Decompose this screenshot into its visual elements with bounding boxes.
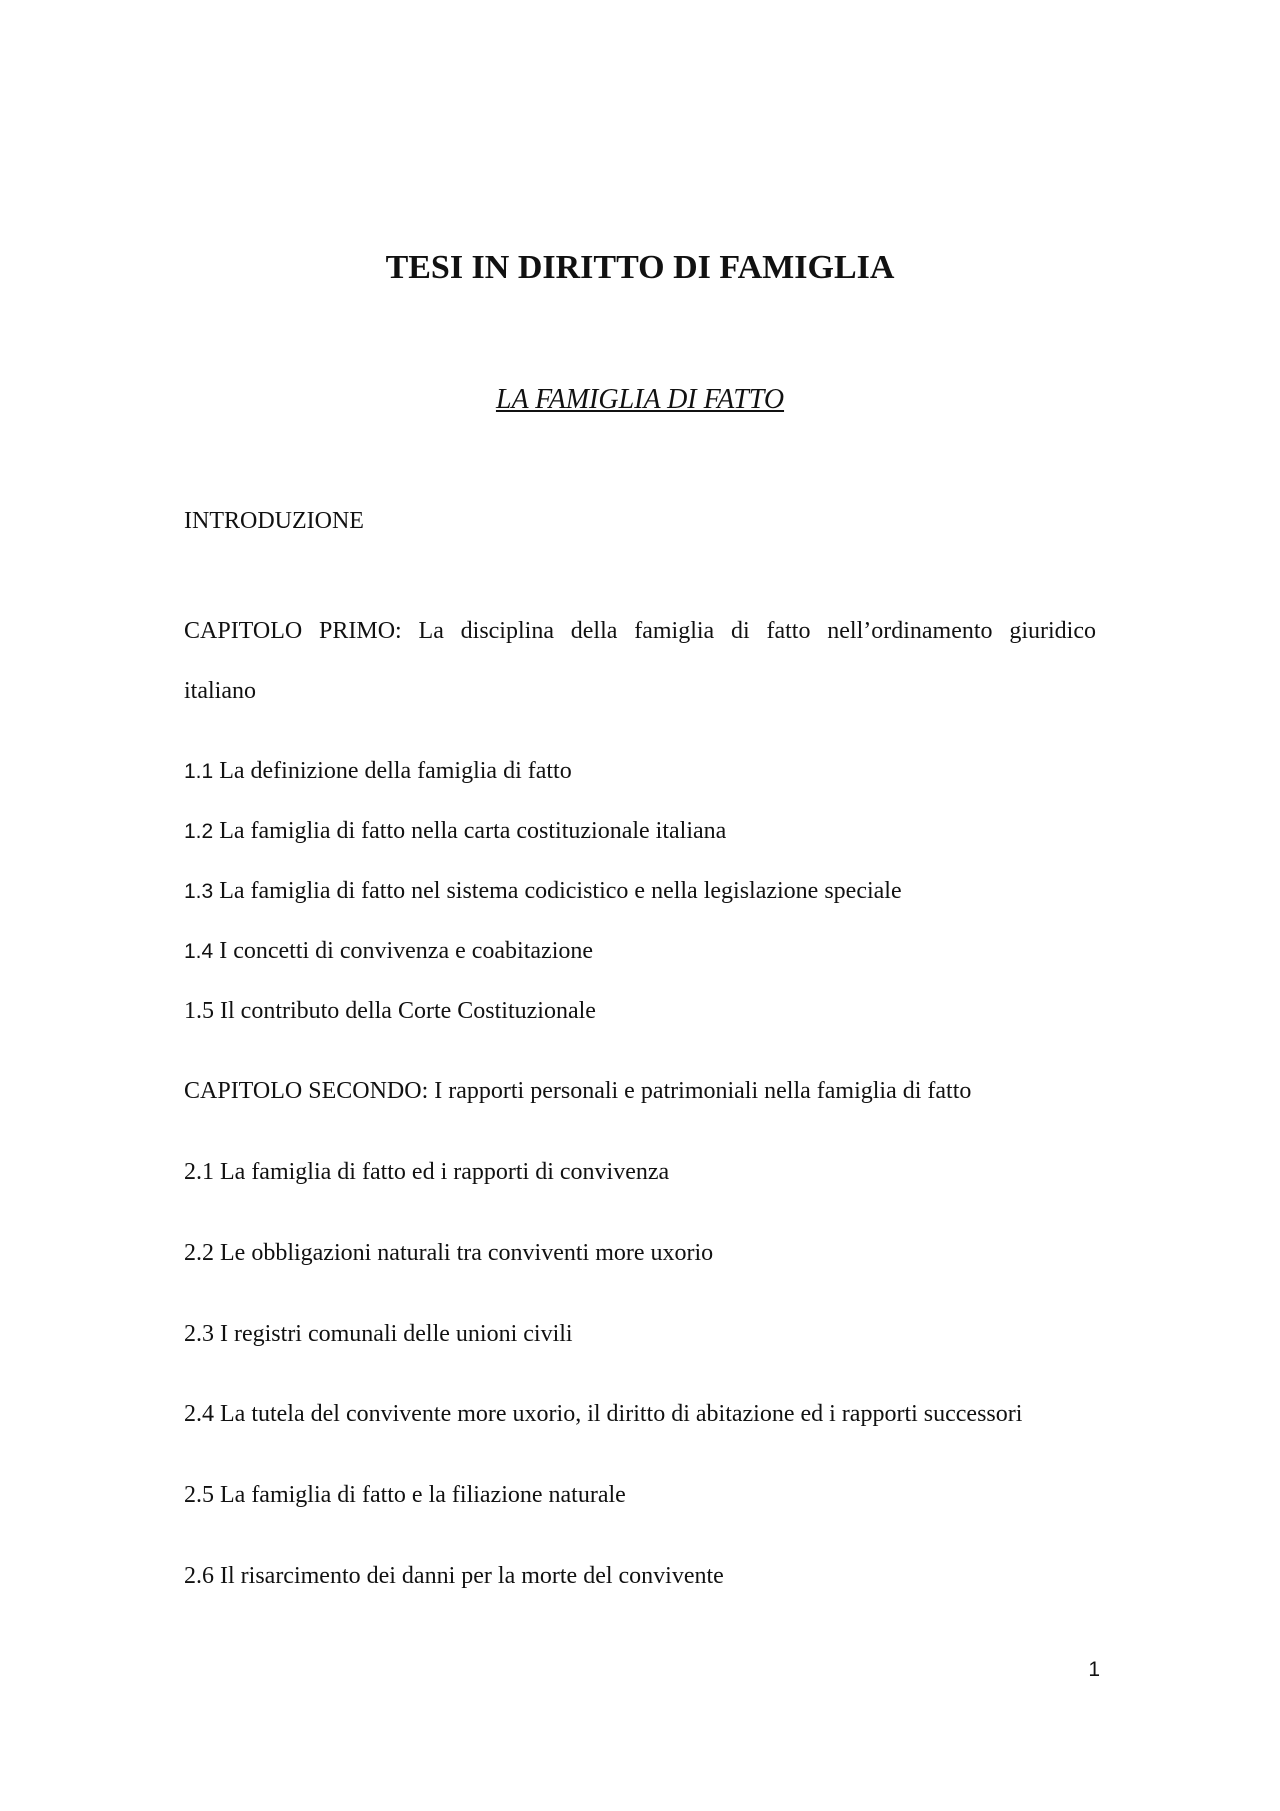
toc-entry-text: I registri comunali delle unioni civili bbox=[220, 1321, 573, 1347]
toc-entry bbox=[184, 1319, 573, 1349]
toc-entry-number: 1.1 bbox=[184, 760, 214, 783]
toc-entry bbox=[184, 1238, 713, 1268]
toc-entry bbox=[184, 1157, 669, 1187]
toc-entry-number: 1.5 bbox=[184, 998, 214, 1024]
toc-entry-number: 2.4 bbox=[184, 1401, 214, 1427]
toc-entry-text: I concetti di convivenza e coabitazione bbox=[219, 938, 594, 964]
toc-entry-number: 2.2 bbox=[184, 1240, 214, 1266]
toc-entry-text: La famiglia di fatto e la filiazione naturale bbox=[220, 1482, 626, 1508]
toc-entry-text: Il risarcimento dei danni per la morte del convivente bbox=[220, 1563, 724, 1589]
toc-entry-number: 1.4 bbox=[184, 940, 214, 963]
toc-entry bbox=[184, 876, 902, 907]
toc-entry-text: La famiglia di fatto nel sistema codicistico e nella legislazione speciale bbox=[219, 878, 902, 904]
toc-entry bbox=[184, 996, 596, 1026]
toc-entry bbox=[184, 816, 726, 847]
toc-entry-text: La definizione della famiglia di fatto bbox=[219, 758, 572, 784]
toc-entry bbox=[184, 1561, 724, 1591]
introduction-heading: INTRODUZIONE bbox=[184, 508, 364, 534]
chapter-two-heading: CAPITOLO SECONDO: I rapporti personali e patrimoniali nella famiglia di fatto bbox=[184, 1078, 972, 1104]
toc-entry-number: 2.3 bbox=[184, 1321, 214, 1347]
toc-entry-text: Il contributo della Corte Costituzionale bbox=[220, 998, 596, 1024]
toc-entry-text: La famiglia di fatto nella carta costituzionale italiana bbox=[219, 818, 727, 844]
toc-entry-text: La famiglia di fatto ed i rapporti di convivenza bbox=[220, 1159, 670, 1185]
toc-entry-text: La tutela del convivente more uxorio, il diritto di abitazione ed i rapporti successori bbox=[220, 1401, 1023, 1427]
toc-entry bbox=[184, 1399, 1022, 1429]
document-title: TESI IN DIRITTO DI FAMIGLIA bbox=[385, 249, 895, 286]
toc-entry-text: Le obbligazioni naturali tra conviventi more uxorio bbox=[220, 1240, 714, 1266]
toc-entry-number: 1.3 bbox=[184, 880, 214, 903]
document-subtitle: LA FAMIGLIA DI FATTO bbox=[495, 384, 785, 415]
toc-entry bbox=[184, 756, 572, 787]
toc-entry-number: 2.5 bbox=[184, 1482, 214, 1508]
toc-entry-number: 1.2 bbox=[184, 820, 214, 843]
chapter-one-heading: CAPITOLO PRIMO: La disciplina della famiglia di fatto nell’ordinamento giuridico bbox=[184, 618, 1096, 644]
chapter-one-heading-continuation: italiano bbox=[184, 678, 256, 704]
page-number: 1 bbox=[1088, 1658, 1100, 1681]
toc-entry bbox=[184, 936, 593, 967]
toc-entry bbox=[184, 1480, 626, 1510]
toc-entry-number: 2.1 bbox=[184, 1159, 214, 1185]
toc-entry-number: 2.6 bbox=[184, 1563, 214, 1589]
